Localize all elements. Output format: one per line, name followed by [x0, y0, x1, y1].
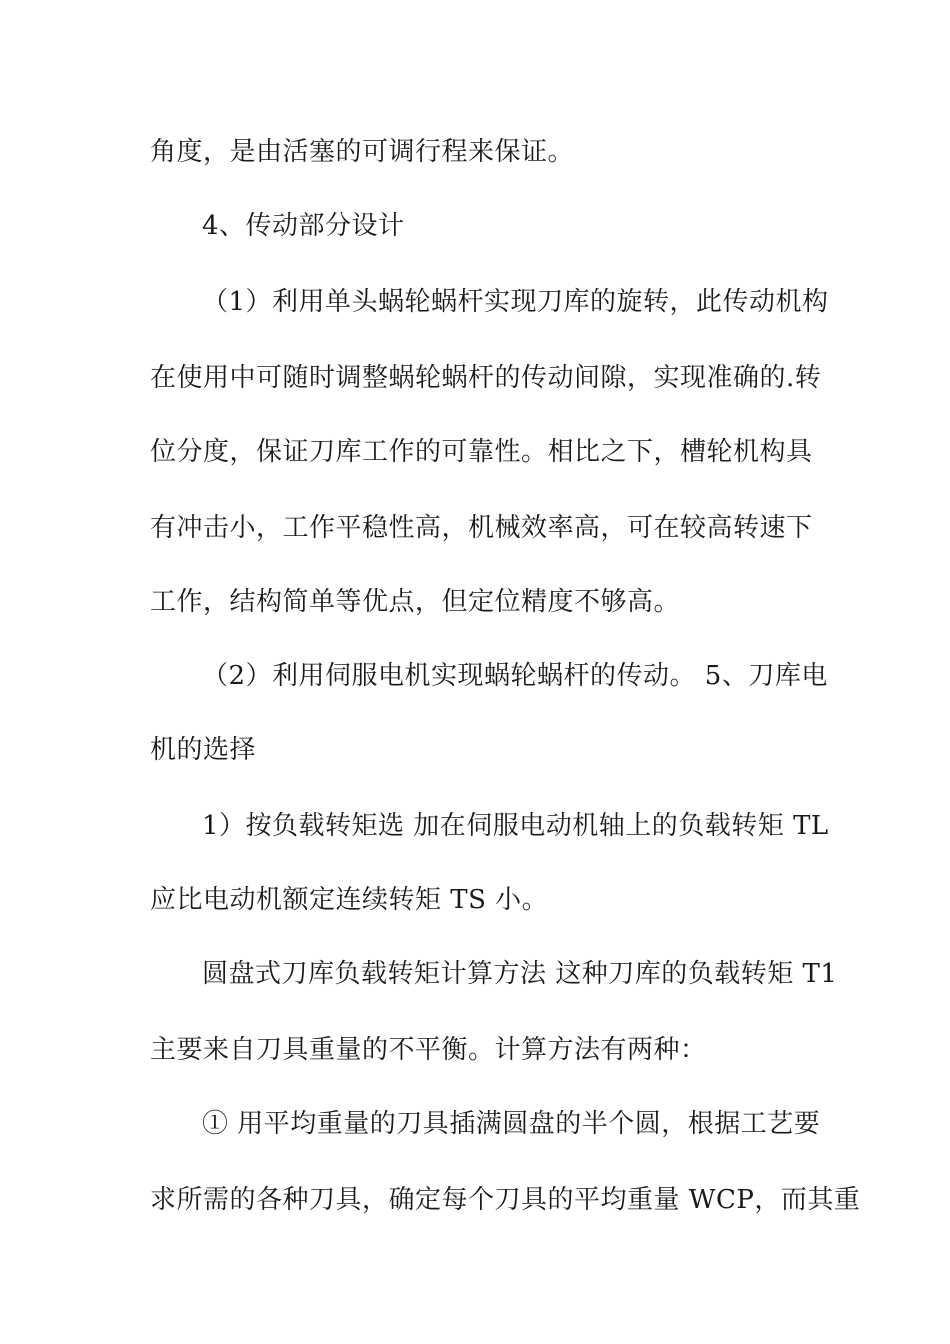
text-line-6: 有冲击小，工作平稳性高，机械效率高，可在较高转速下 [150, 513, 813, 543]
text-line-7: 工作，结构简单等优点，但定位精度不够高。 [150, 587, 681, 617]
text-line-5: 位分度，保证刀库工作的可靠性。相比之下，槽轮机构具 [150, 437, 813, 467]
text-line-1: 角度，是由活塞的可调行程来保证。 [150, 137, 575, 167]
text-line-10: 1）按负载转矩选 加在伺服电动机轴上的负载转矩 TL [202, 811, 829, 841]
text-line-4: 在使用中可随时调整蜗轮蜗杆的传动间隙，实现准确的.转 [150, 363, 822, 393]
text-line-13: 主要来自刀具重量的不平衡。计算方法有两种： [150, 1035, 707, 1065]
text-line-3: （1）利用单头蜗轮蜗杆实现刀库的旋转，此传动机构 [202, 287, 829, 317]
section-heading-transmission-design: 4、传动部分设计 [202, 211, 405, 241]
text-line-14: ① 用平均重量的刀具插满圆盘的半个圆，根据工艺要 [202, 1109, 821, 1139]
text-line-12: 圆盘式刀库负载转矩计算方法 这种刀库的负载转矩 T1 [202, 959, 838, 989]
text-line-9: 机的选择 [150, 735, 257, 765]
text-line-8: （2）利用伺服电机实现蜗轮蜗杆的传动。 5、刀库电 [202, 661, 828, 691]
text-line-11: 应比电动机额定连续转矩 TS 小。 [150, 885, 549, 915]
text-line-15: 求所需的各种刀具，确定每个刀具的平均重量 WCP，而其重 [150, 1185, 861, 1215]
